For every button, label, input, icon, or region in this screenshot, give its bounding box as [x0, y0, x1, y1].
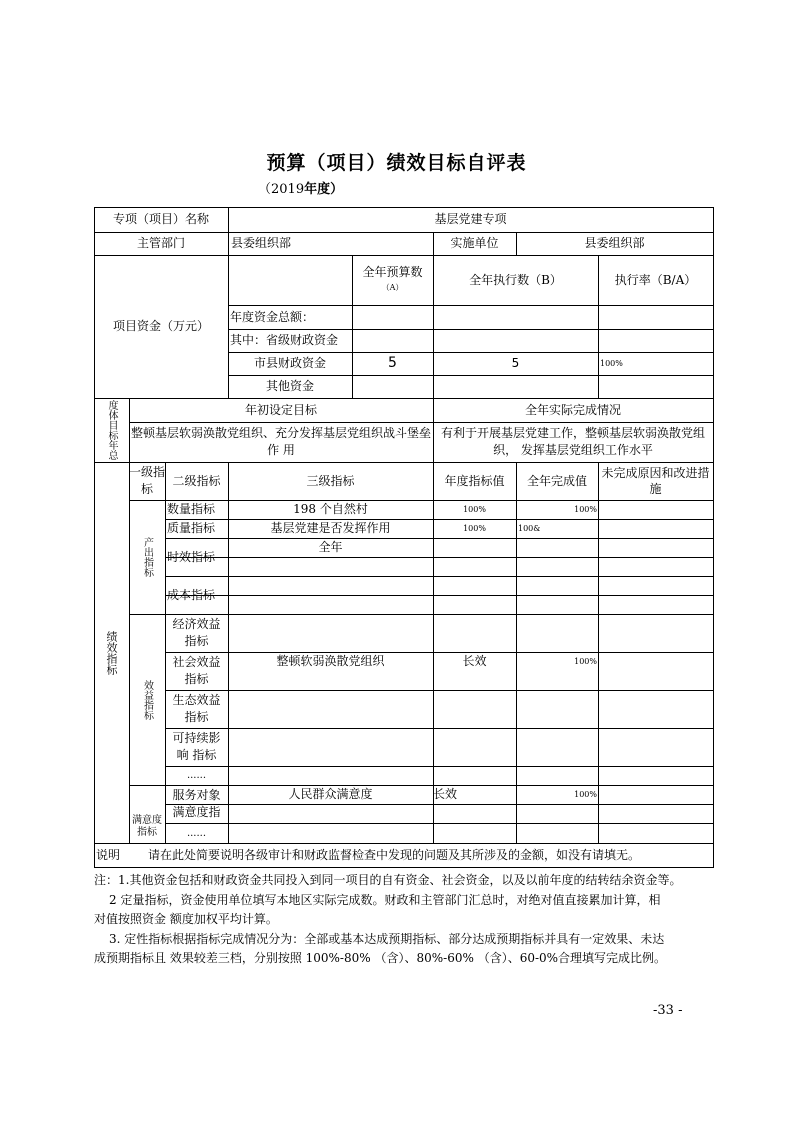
benefit-indicators-label: 效益指标 — [141, 679, 153, 720]
provincial-funds-label: 其中：省级财政资金 — [230, 333, 339, 347]
social-level3: 整顿软弱涣散党组织 — [276, 654, 385, 668]
overall-goal-label: 度体目标年总 — [106, 400, 117, 460]
ecological-indicator: 生态效益指标 — [172, 693, 221, 724]
performance-indicators-label: 绩效指标 — [105, 630, 118, 675]
project-name-label: 专项（项目）名称 — [112, 212, 209, 226]
service-level3: 人民群众满意度 — [288, 787, 373, 801]
note-3: 3. 定性指标根据指标完成情况分为：全部或基本达成预期指标、部分达成预期指标并具有一定效果、未达 — [109, 932, 665, 946]
note-2: 2 定量指标，资金使用单位填写本地区实际完成数。财政和主管部门汇总时，对绝对值直接累加计算，相 — [109, 893, 661, 907]
budget-total-header: 全年预算数 （A） — [362, 265, 423, 292]
quantity-done: 100% — [574, 505, 597, 514]
note-2-cont: 对值按照资金 额度加权平均计算。 — [94, 912, 278, 926]
social-indicator: 社会效益指标 — [172, 655, 221, 686]
department-label: 主管部门 — [136, 236, 185, 250]
year-label: （2019年度） — [258, 182, 344, 197]
note-1: 注：1.其他资金包括和财政资金共同投入到同一项目的自有资金、社会资金，以及以前年度的结转结余资金等。 — [94, 873, 682, 887]
department-value: 县委组织部 — [231, 236, 292, 250]
explain-text: 请在此处简要说明各级审计和财政监督检查中发现的问题及其所涉及的金额，如没有请填无。 — [148, 847, 641, 862]
quality-target: 100% — [463, 524, 486, 533]
output-indicators-label: 产出指标 — [141, 537, 153, 577]
quality-indicator: 质量指标 — [167, 521, 216, 535]
social-target: 长效 — [462, 654, 487, 668]
satisfaction-ellipsis: ...... — [186, 827, 207, 839]
reason-header: 未完成原因和改进措 施 — [601, 466, 710, 496]
initial-goal-text: 整顿基层软弱涣散党组织、充分发挥基层党组织战斗堡垒作 用 — [130, 426, 431, 457]
project-name-value: 基层党建专项 — [434, 212, 507, 226]
initial-goal-header: 年初设定目标 — [244, 402, 317, 417]
city-executed-value: 5 — [511, 356, 520, 370]
city-rate-value: 100% — [600, 359, 623, 368]
page-number: -33 - — [653, 1003, 683, 1018]
sustainable-indicator: 可持续影响 指标 — [172, 731, 221, 762]
note-3-cont: 成预期指标且 效果较差三档，分别按照 100%-80% （含）、80%-60% （含）、60-0%合理填写完成比例。 — [94, 951, 667, 965]
social-done: 100% — [574, 657, 597, 666]
quality-level3: 基层党建是否发挥作用 — [270, 521, 391, 535]
timeliness-indicator: 时效指标 — [167, 549, 216, 564]
service-target: 长效 — [433, 787, 458, 801]
timeliness-level3: 全年 — [318, 540, 343, 554]
funds-label: 项目资金（万元） — [112, 319, 209, 333]
level3-header: 三级指标 — [306, 473, 355, 488]
level2-header: 二级指标 — [172, 473, 221, 488]
benefit-ellipsis: ...... — [186, 770, 207, 781]
implementer-label: 实施单位 — [450, 236, 499, 250]
actual-text: 有利于开展基层党建工作，整顿基层软弱涣散党组织， 发挥基层党组织工作水平 — [440, 426, 705, 457]
implementer-value: 县委组织部 — [584, 236, 645, 250]
quantity-indicator: 数量指标 — [167, 502, 216, 516]
quantity-target: 100% — [463, 505, 486, 514]
service-done: 100% — [574, 790, 597, 799]
actual-header: 全年实际完成情况 — [524, 402, 621, 417]
cost-indicator: 成本指标 — [167, 587, 216, 602]
other-funds-label: 其他资金 — [265, 379, 314, 393]
total-funds-label: 年度资金总额： — [230, 309, 315, 324]
service-indicator: 服务对象满意度指 — [172, 788, 221, 819]
city-funds-label: 市县财政资金 — [253, 356, 326, 370]
city-budget-value: 5 — [388, 355, 397, 371]
satisfaction-indicators-label: 满意度指标 — [132, 815, 162, 838]
page-title: 预算（项目）绩效目标自评表 — [266, 152, 527, 174]
explain-label: 说明 — [96, 847, 121, 862]
level1-header: 一级指标 — [129, 465, 165, 496]
annual-done-header: 全年完成值 — [526, 473, 587, 488]
quantity-level3: 198 个自然村 — [293, 502, 368, 516]
annual-target-header: 年度指标值 — [444, 473, 505, 488]
executed-header: 全年执行数（B） — [469, 272, 562, 287]
economic-indicator: 经济效益指标 — [172, 617, 221, 648]
quality-done: 100& — [518, 524, 541, 533]
exec-rate-header: 执行率（B/A） — [614, 272, 697, 287]
